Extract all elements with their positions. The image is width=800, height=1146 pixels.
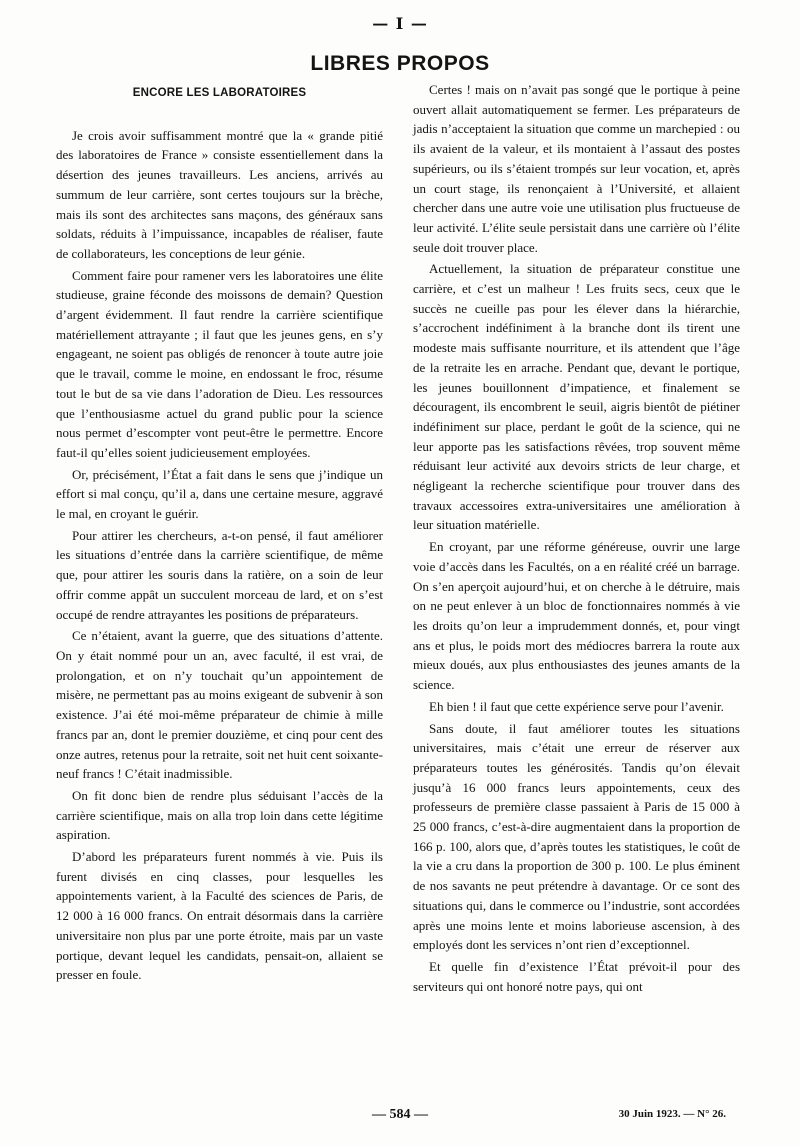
paragraph: Pour attirer les chercheurs, a-t-on pensé, il faut améliorer les situations d’entrée dans la carrière scientifique, de même que, pour attirer les souris dans la ratière, on a soin de leur offrir comme appât un succulent morceau de lard, et on s’est occupé de rendre attrayantes les positions de préparateurs. bbox=[56, 527, 383, 622]
paragraph: En croyant, par une réforme généreuse, ouvrir une large voie d’accès dans les Facultés, on a en réalité créé un barrage. On s’en aperçoit aujourd’hui, et on cherche à le détruire, mais on ne peut enlever à un bloc de fonctionnaires nommés à vie les droits qu’on leur a imprudemment donnés, et, pour vingt ans et plus, le poids mort des médiocres barrera la route aux mieux doués, aux plus enthousiastes des jeunes amants de la science. bbox=[413, 539, 740, 693]
paragraph: Comment faire pour ramener vers les laboratoires une élite studieuse, graine féconde des moissons de demain? Question d’argent évidemment. Il faut rendre la carrière scientifique matériellement attrayante ; il faut que les jeunes gens, en s’y engageant, ne soient pas obligés de renoncer à toute autre joie que le travail, comme le moine, en endossant le froc, résume tout le but de sa vie dans l’adoration de Dieu. Les ressources que l’enthousiasme actuel du grand public pour la science nous permet d’escompter vont peut-être le permettre. Encore faut-il qu’elles soient judicieusement employées. bbox=[56, 267, 383, 460]
page-number: — 584 — bbox=[372, 1107, 428, 1122]
paragraph: Actuellement, la situation de préparateur constitue une carrière, et c’est un malheur ! Les fruits secs, ceux que le succès ne cueille pas pour les élever dans la hiérarchie, s’accrochent indéfiniment à la branche dont ils tirent une modeste mais suffisante nourriture, et ils attendent que l’âge de la retraite les en arrache. Pendant que, devant le portique, les jeunes bouillonnent d’impatience, et finalement se découragent, ils encombrent le seuil, aigris bientôt de piétiner indéfiniment sur place, perdant le goût de la science, qui ne leur apporte pas les satisfactions rêvées, trop souvent même réduisant leur activité aux devoirs stricts de leur charge, et négligeant la recherche scientifique pour trouver dans des travaux accessoires extra-universitaires une amélioration à leur situation matérielle. bbox=[413, 261, 740, 533]
right-column bbox=[413, 80, 740, 998]
paragraph: Ce n’étaient, avant la guerre, que des situations d’attente. On y était nommé pour un an, avec faculté, il est vrai, de prolongation, et on n’y touchait qu’un appointement de misère, ne permettant pas au moins exigeant de subvenir à son existence. J’ai été moi-même préparateur de chimie à mille francs par an, dont le premier douzième, et cinq pour cent des onze autres, retenus pour la retraite, soit net huit cent soixante-neuf francs ! C’était inadmissible. bbox=[56, 628, 383, 782]
paragraph: Certes ! mais on n’avait pas songé que le portique à peine ouvert allait automatiquement se fermer. Les préparateurs de jadis n’acceptaient la situation que comme un marchepied : ou ils avaient de la valeur, et ils montaient à l’assaut des postes supérieurs, ou ils s’étaient trompés sur leur vocation, et, après un court stage, ils renonçaient à l’Université, et allaient chercher dans une autre voie une utilisation plus fructueuse de leur activité. L’élite seule persistait dans une carrière où l’élite seule doit trouver place. bbox=[413, 82, 740, 255]
left-column bbox=[56, 80, 383, 987]
paragraph: D’abord les préparateurs furent nommés à vie. Puis ils furent divisés en cinq classes, pour lesquelles les appointements varient, à la Faculté des sciences de Paris, de 12 000 à 16 000 francs. On entrait désormais dans la carrière universitaire non plus par une porte étroite, mais par un vaste portique, devant lequel les candidats, pensait-on, allaient se presser en foule. bbox=[56, 849, 383, 983]
paragraph: Or, précisément, l’État a fait dans le sens que j’indique un effort si mal conçu, qu’il a, dans une certaine mesure, aggravé le mal, en croyant le guérir. bbox=[56, 466, 383, 522]
paragraph: Eh bien ! il faut que cette expérience serve pour l’avenir. bbox=[429, 698, 724, 714]
section-title: ENCORE LES LABORATOIRES bbox=[132, 87, 307, 99]
paragraph: Et quelle fin d’existence l’État prévoit-il pour des serviteurs qui ont honoré notre pays, qui ont bbox=[413, 958, 740, 994]
paragraph: Sans doute, il faut améliorer toutes les situations universitaires, mais c’était une erreur de réserver aux préparateurs toutes les générosités. Tandis qu’on élevait jusqu’à 16 000 francs leurs appointements, ceux des professeurs de première classe passaient à Paris de 15 000 à 25 000 francs, c’est-à-dire augmentaient dans la proportion de 166 p. 100, alors que, d’après toutes les statistiques, le coût de la vie a cru dans la proportion de 300 p. 100. Le plus éminent de nos savants ne peut prétendre à davantage. Or ce sont des situations qui, dans le commerce ou l’industrie, sont accordées après une moins lente et moins laborieuse ascension, à des employés dont les services n’ont rien d’exceptionnel. bbox=[413, 720, 740, 953]
page-title: LIBRES PROPOS bbox=[310, 52, 490, 75]
paragraph: On fit donc bien de rendre plus séduisant l’accès de la carrière scientifique, mais on alla trop loin dans cette légitime aspiration. bbox=[56, 787, 383, 843]
paragraph: Je crois avoir suffisamment montré que la « grande pitié des laboratoires de France » consiste essentiellement dans la désertion des jeunes travailleurs. Les anciens, arrivés au summum de leur carrière, sont certes toujours sur la brèche, mais ils sont des architectes sans maçons, des généraux sans soldats, réduits à l’impuissance, incapables de réaliser, faute de collaborateurs, les conceptions de leur génie. bbox=[56, 127, 383, 261]
issue-date: 30 Juin 1923. — N° 26. bbox=[618, 1108, 726, 1120]
page-marker: — I — bbox=[372, 14, 428, 33]
